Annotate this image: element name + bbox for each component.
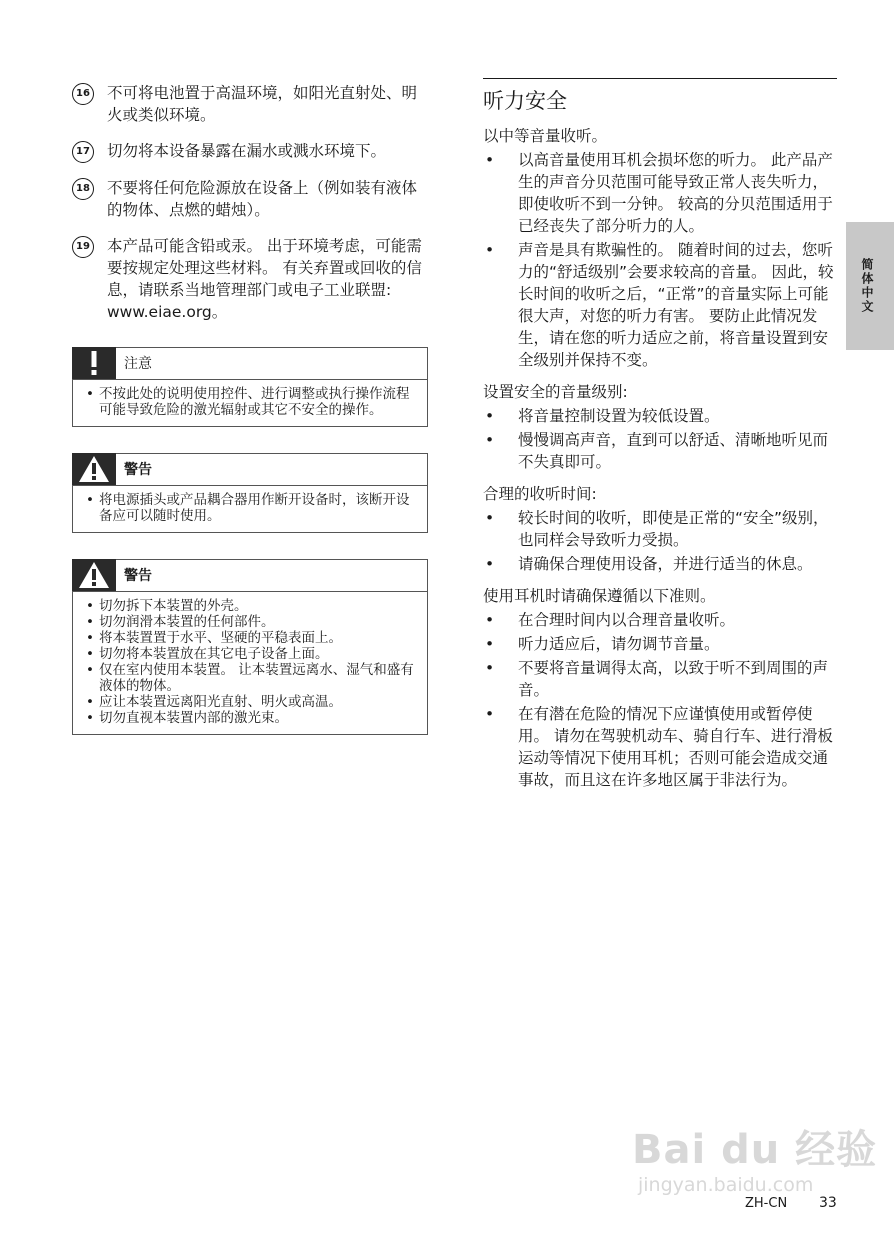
right-column bbox=[483, 78, 837, 793]
subsection-heading: 以中等音量收听。 bbox=[483, 127, 608, 145]
box-list-item: • 切勿直视本装置内部的激光束。 bbox=[83, 710, 417, 726]
bullet-item: • 将音量控制设置为较低设置。 bbox=[483, 405, 837, 427]
bullet-item: • 在合理时间内以合理音量收听。 bbox=[483, 609, 837, 631]
subsection-heading: 使用耳机时请确保遵循以下准则。 bbox=[483, 587, 716, 605]
bullet-item: • 较长时间的收听，即使是正常的“安全”级别，也同样会导致听力受损。 bbox=[483, 507, 837, 551]
bullet-item: • 以高音量使用耳机会损坏您的听力。 此产品产生的声音分贝范围可能导致正常人丧失听力，即使收听不到一分钟。 较高的分贝范围适用于已经丧失了部分听力的人。 bbox=[483, 149, 837, 237]
warning-title-2: 警告 bbox=[124, 568, 152, 584]
note-title: 注意 bbox=[124, 356, 152, 372]
box-list-item: • 应让本装置远离阳光直射、明火或高温。 bbox=[83, 694, 417, 710]
footer-language: ZH-CN bbox=[745, 1196, 788, 1211]
bullet-item: • 不要将音量调得太高，以致于听不到周围的声音。 bbox=[483, 657, 837, 701]
bullet-item: • 请确保合理使用设备，并进行适当的休息。 bbox=[483, 553, 837, 575]
warning-triangle-icon bbox=[72, 559, 116, 591]
note-box bbox=[72, 347, 428, 427]
number-badge: 18 bbox=[72, 178, 94, 200]
warning-title-1: 警告 bbox=[124, 462, 152, 478]
numbered-item bbox=[72, 235, 428, 323]
note-header bbox=[72, 347, 427, 379]
numbered-item-text: 切勿将本设备暴露在漏水或溅水环境下。 bbox=[107, 142, 387, 160]
box-list-item: • 不按此处的说明使用控件、进行调整或执行操作流程可能导致危险的激光辐射或其它不安全的操作。 bbox=[83, 386, 417, 418]
box-list-item: • 将本装置置于水平、坚硬的平稳表面上。 bbox=[83, 630, 417, 646]
hearing-sections bbox=[483, 125, 837, 791]
side-tab-label: 简体中文 bbox=[860, 258, 874, 314]
bullet-list bbox=[483, 405, 837, 473]
subsection-heading: 合理的收听时间: bbox=[483, 485, 597, 503]
warning-list-2 bbox=[83, 598, 417, 726]
box-list-item: • 将电源插头或产品耦合器用作断开设备时，该断开设备应可以随时使用。 bbox=[83, 492, 417, 524]
warning-list-1 bbox=[83, 492, 417, 524]
warning-header-2 bbox=[72, 559, 427, 591]
numbered-item-text: 不要将任何危险源放在设备上（例如装有液体的物体、点燃的蜡烛）。 bbox=[107, 179, 418, 219]
box-list-item: • 切勿润滑本装置的任何部件。 bbox=[83, 614, 417, 630]
baidu-watermark bbox=[632, 1118, 878, 1196]
warning-box-1 bbox=[72, 453, 428, 533]
watermark-url: jingyan.baidu.com bbox=[638, 1174, 814, 1196]
numbered-item-text: 本产品可能含铅或汞。 出于环境考虑，可能需要按规定处理这些材料。 有关弃置或回收的信息，请联系当地管理部门或电子工业联盟: www.eiae.org。 bbox=[107, 237, 422, 321]
numbered-item bbox=[72, 140, 428, 163]
section-rule bbox=[483, 78, 837, 79]
left-column bbox=[72, 82, 428, 735]
bullet-list bbox=[483, 149, 837, 371]
warning-header-1 bbox=[72, 453, 427, 485]
numbered-list bbox=[72, 82, 428, 323]
language-side-tab bbox=[846, 222, 894, 350]
bullet-item: • 在有潜在危险的情况下应谨慎使用或暂停使用。 请勿在驾驶机动车、骑自行车、进行滑板运动等情况下使用耳机；否则可能会造成交通事故，而且这在许多地区属于非法行为。 bbox=[483, 703, 837, 791]
box-list-item: • 切勿将本装置放在其它电子设备上面。 bbox=[83, 646, 417, 662]
box-list-item: • 仅在室内使用本装置。 让本装置远离水、湿气和盛有液体的物体。 bbox=[83, 662, 417, 694]
bullet-item: • 声音是具有欺骗性的。 随着时间的过去，您听力的“舒适级别”会要求较高的音量。 因此，较长时间的收听之后，“正常”的音量实际上可能很大声，对您的听力有害。 要防止此情况发生，请在您的听力适应之前，将音量设置到安全级别并保持不变。 bbox=[483, 239, 837, 371]
bullet-item: • 听力适应后，请勿调节音量。 bbox=[483, 633, 837, 655]
warning-box-2 bbox=[72, 559, 428, 735]
watermark-brand: Bai du 经验 bbox=[632, 1127, 878, 1173]
bullet-list bbox=[483, 609, 837, 791]
subsection-heading: 设置安全的音量级别: bbox=[483, 383, 628, 401]
section-title: 听力安全 bbox=[483, 89, 567, 113]
numbered-item bbox=[72, 177, 428, 221]
page-number: 33 bbox=[819, 1195, 837, 1211]
number-badge: 19 bbox=[72, 236, 94, 258]
bullet-item: • 慢慢调高声音，直到可以舒适、清晰地听见而不失真即可。 bbox=[483, 429, 837, 473]
numbered-item bbox=[72, 82, 428, 126]
exclamation-icon bbox=[72, 347, 116, 379]
warning-triangle-icon bbox=[72, 453, 116, 485]
bullet-list bbox=[483, 507, 837, 575]
note-list bbox=[83, 386, 417, 418]
box-list-item: • 切勿拆下本装置的外壳。 bbox=[83, 598, 417, 614]
number-badge: 16 bbox=[72, 83, 94, 105]
numbered-item-text: 不可将电池置于高温环境，如阳光直射处、明火或类似环境。 bbox=[107, 84, 418, 124]
number-badge: 17 bbox=[72, 141, 94, 163]
